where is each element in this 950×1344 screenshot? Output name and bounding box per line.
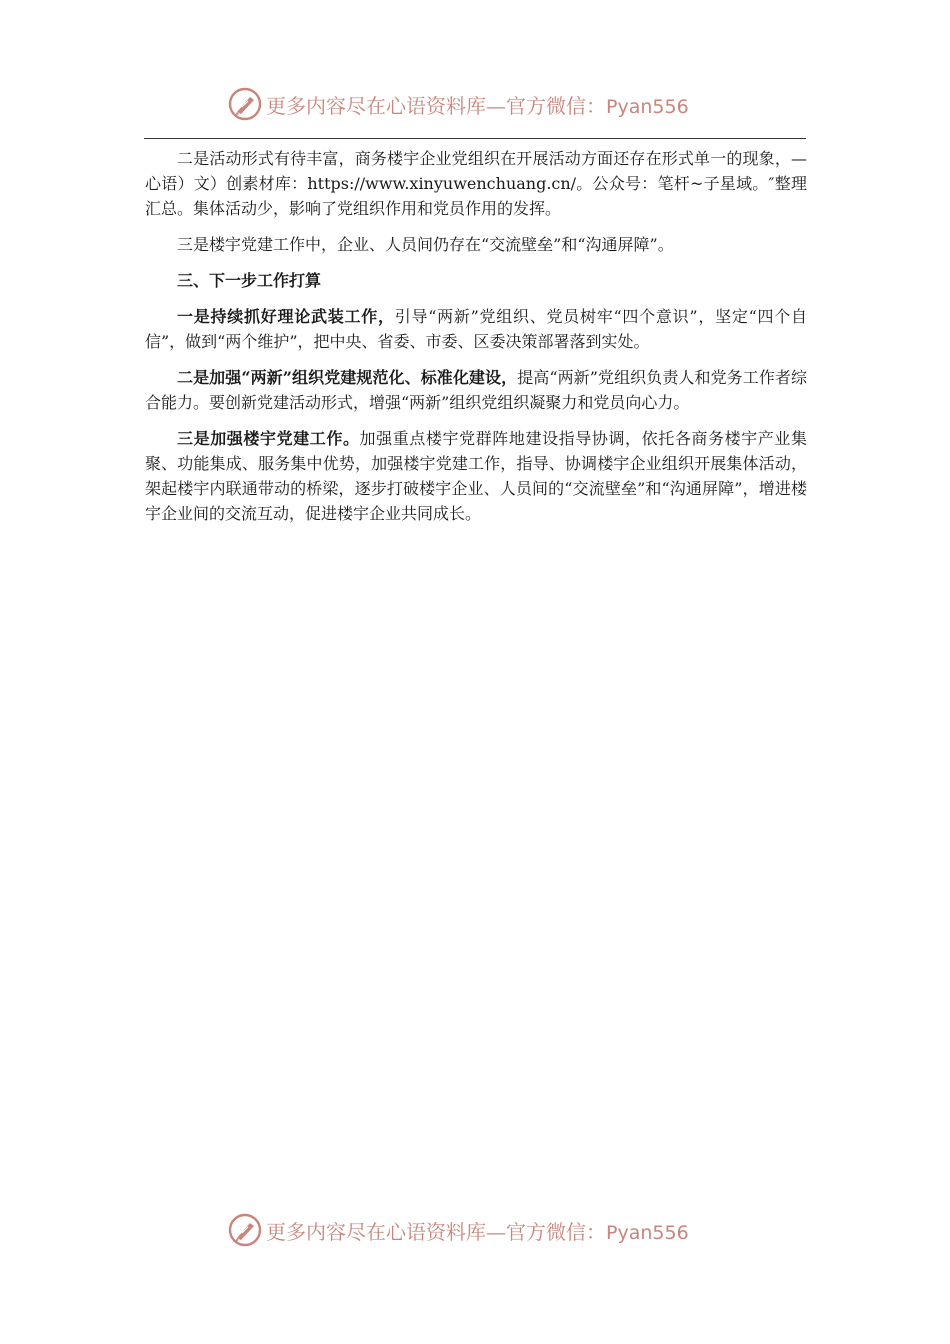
paragraph-1: 二是活动形式有待丰富，商务楼宇企业党组织在开展活动方面还存在形式单一的现象，—心语）文）创素材库：https://www.xinyuwenchuang.cn/。公众号：笔杆~子星域。″整理汇总。集体活动少，影响了党组织作用和党员作用的发挥。 <box>145 149 807 218</box>
section-heading: 三、下一步工作打算 <box>177 271 322 290</box>
header-banner-account: Pyan556 <box>606 95 689 118</box>
paragraph-5 <box>145 426 807 526</box>
paragraph-3 <box>145 304 807 354</box>
paragraph-3-text: 引导“两新”党组织、党员树牢“四个意识”，坚定“四个自信”，做到“两个维护”，把中央、省委、市委、区委决策部署落到实处。 <box>145 307 807 351</box>
footer-banner <box>228 1208 728 1252</box>
document-body <box>145 146 807 537</box>
paragraph-3-lead: 一是持续抓好理论武装工作， <box>177 307 395 326</box>
header-banner <box>228 82 728 126</box>
header-rule <box>144 138 806 139</box>
pen-logo-icon <box>228 1213 262 1247</box>
paragraph-4-text: 提高“两新”党组织负责人和党务工作者综合能力。要创新党建活动形式，增强“两新”组织党组织凝聚力和党员向心力。 <box>145 368 807 412</box>
paragraph-4 <box>145 365 807 415</box>
paragraph-5-text: 加强重点楼宇党群阵地建设指导协调，依托各商务楼宇产业集聚、功能集成、服务集中优势，加强楼宇党建工作，指导、协调楼宇企业组织开展集体活动，架起楼宇内联通带动的桥梁，逐步打破楼宇企业、人员间的“交流壁垒”和“沟通屏障”，增进楼宇企业间的交流互动，促进楼宇企业共同成长。 <box>145 429 807 523</box>
header-banner-text: 更多内容尽在心语资料库—官方微信：Pyan556 <box>266 93 689 118</box>
paragraph-5-lead: 三是加强楼宇党建工作。 <box>177 429 360 448</box>
paragraph-2: 三是楼宇党建工作中，企业、人员间仍存在“交流壁垒”和“沟通屏障”。 <box>177 235 674 254</box>
footer-banner-account: Pyan556 <box>606 1221 689 1244</box>
paragraph-4-lead: 二是加强“两新”组织党建规范化、标准化建设， <box>177 368 518 387</box>
footer-banner-text: 更多内容尽在心语资料库—官方微信：Pyan556 <box>266 1219 689 1244</box>
pen-logo-icon <box>228 87 262 121</box>
